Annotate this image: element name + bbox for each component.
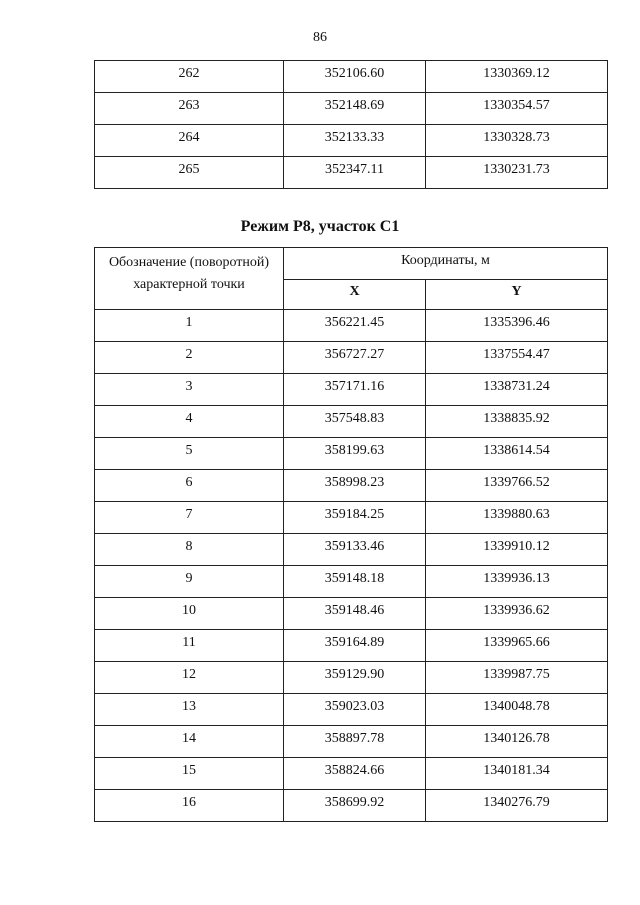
y-coordinate-cell: 1339965.66 [426, 630, 608, 662]
y-coordinate-cell: 1330354.57 [426, 93, 608, 125]
point-number-cell: 264 [95, 125, 284, 157]
x-coordinate-cell: 352106.60 [284, 61, 426, 93]
page-number: 86 [313, 30, 327, 45]
point-number-cell: 14 [95, 726, 284, 758]
point-number-cell: 15 [95, 758, 284, 790]
coordinates-table-continued [94, 60, 608, 189]
y-coordinate-cell: 1340181.34 [426, 758, 608, 790]
y-coordinate-cell: 1338731.24 [426, 374, 608, 406]
main-table-body [95, 310, 608, 822]
point-number-cell: 12 [95, 662, 284, 694]
y-coordinate-cell: 1340276.79 [426, 790, 608, 822]
point-number-cell: 263 [95, 93, 284, 125]
point-designation-header: Обозначение (поворотной) характерной точки [95, 248, 284, 310]
x-coordinate-cell: 359133.46 [284, 534, 426, 566]
y-coordinate-cell: 1338835.92 [426, 406, 608, 438]
y-coordinate-cell: 1339880.63 [426, 502, 608, 534]
table-row [95, 790, 608, 822]
x-coordinate-cell: 356221.45 [284, 310, 426, 342]
y-coordinate-cell: 1338614.54 [426, 438, 608, 470]
x-coordinate-cell: 359148.46 [284, 598, 426, 630]
point-number-cell: 11 [95, 630, 284, 662]
point-number-cell: 13 [95, 694, 284, 726]
y-coordinate-cell: 1330231.73 [426, 157, 608, 189]
x-coordinate-cell: 358998.23 [284, 470, 426, 502]
table-row [95, 157, 608, 189]
table-row [95, 93, 608, 125]
table-row [95, 502, 608, 534]
y-coordinate-cell: 1330369.12 [426, 61, 608, 93]
point-number-cell: 4 [95, 406, 284, 438]
x-coordinate-cell: 352148.69 [284, 93, 426, 125]
table-header [95, 248, 608, 310]
point-number-cell: 265 [95, 157, 284, 189]
table-row [95, 662, 608, 694]
point-number-cell: 16 [95, 790, 284, 822]
point-number-cell: 10 [95, 598, 284, 630]
point-number-cell: 5 [95, 438, 284, 470]
x-coordinate-cell: 357171.16 [284, 374, 426, 406]
coordinates-header: Координаты, м [284, 248, 608, 280]
point-number-cell: 7 [95, 502, 284, 534]
y-column-header: Y [426, 280, 608, 310]
table-row [95, 726, 608, 758]
x-coordinate-cell: 357548.83 [284, 406, 426, 438]
point-number-cell: 3 [95, 374, 284, 406]
point-number-cell: 262 [95, 61, 284, 93]
point-number-cell: 1 [95, 310, 284, 342]
point-number-cell: 6 [95, 470, 284, 502]
x-coordinate-cell: 358699.92 [284, 790, 426, 822]
table-row [95, 694, 608, 726]
y-coordinate-cell: 1339910.12 [426, 534, 608, 566]
point-number-cell: 9 [95, 566, 284, 598]
y-coordinate-cell: 1339936.62 [426, 598, 608, 630]
x-coordinate-cell: 359164.89 [284, 630, 426, 662]
table-row [95, 598, 608, 630]
x-coordinate-cell: 356727.27 [284, 342, 426, 374]
y-coordinate-cell: 1340126.78 [426, 726, 608, 758]
table-row [95, 566, 608, 598]
table-row [95, 438, 608, 470]
x-coordinate-cell: 352347.11 [284, 157, 426, 189]
table-row [95, 758, 608, 790]
table-row [95, 125, 608, 157]
table-row [95, 374, 608, 406]
table-row [95, 61, 608, 93]
y-coordinate-cell: 1339987.75 [426, 662, 608, 694]
x-coordinate-cell: 358199.63 [284, 438, 426, 470]
x-coordinate-cell: 359023.03 [284, 694, 426, 726]
y-coordinate-cell: 1335396.46 [426, 310, 608, 342]
x-coordinate-cell: 358897.78 [284, 726, 426, 758]
x-coordinate-cell: 358824.66 [284, 758, 426, 790]
table-row [95, 534, 608, 566]
section-title: Режим Р8, участок С1 [240, 218, 400, 235]
table-row [95, 630, 608, 662]
y-coordinate-cell: 1337554.47 [426, 342, 608, 374]
table-row [95, 406, 608, 438]
y-coordinate-cell: 1339766.52 [426, 470, 608, 502]
y-coordinate-cell: 1340048.78 [426, 694, 608, 726]
x-coordinate-cell: 359184.25 [284, 502, 426, 534]
x-coordinate-cell: 359129.90 [284, 662, 426, 694]
top-table-body [95, 61, 608, 189]
y-coordinate-cell: 1330328.73 [426, 125, 608, 157]
table-row [95, 470, 608, 502]
x-coordinate-cell: 352133.33 [284, 125, 426, 157]
x-column-header: X [284, 280, 426, 310]
coordinates-table [94, 247, 608, 822]
x-coordinate-cell: 359148.18 [284, 566, 426, 598]
table-row [95, 310, 608, 342]
y-coordinate-cell: 1339936.13 [426, 566, 608, 598]
table-row [95, 342, 608, 374]
point-number-cell: 8 [95, 534, 284, 566]
point-number-cell: 2 [95, 342, 284, 374]
